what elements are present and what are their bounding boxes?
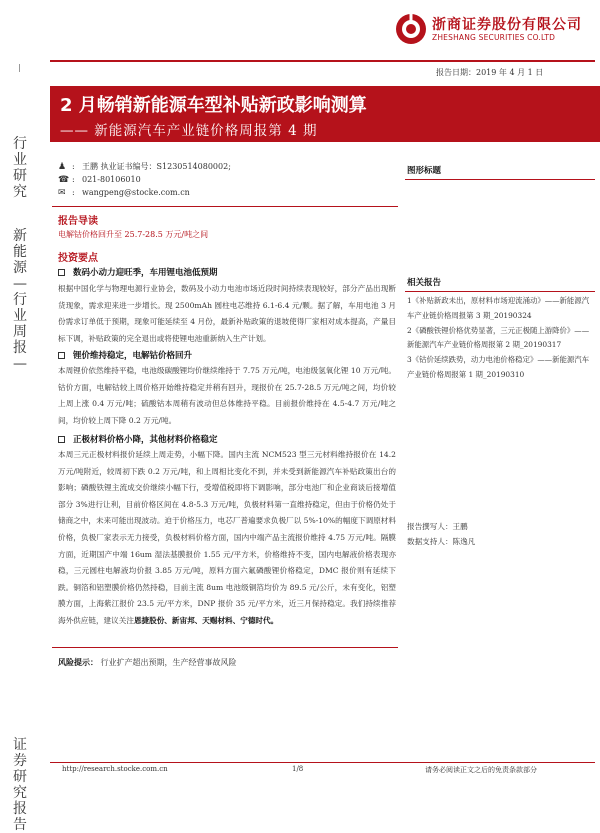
point-1-body: 根据中国化学与物理电源行业协会，数码及小动力电池市场近段时间持续表现较好，部分产品出现断货现象，需求迎来进一步增长。现 2500mAh 圆柱电芯维持 6.1-6.4 元/颗。据了解，车用电池 3 月份需求订单低于预期，现象可能延续至 4 月份，最新补贴政策的退坡使得厂家相对成本提高，产量目标下调，补贴政策的完全退出或将使锂电池重新纳入生产计划。 xyxy=(58,284,396,343)
analyst-info: ♟ : 王鹏 执业证书编号：S1230514080002; ☎ : 021-80106010 ✉ : wangpeng@stocke.com.cn xyxy=(58,161,231,198)
guide-heading: 报告导读 xyxy=(58,216,98,227)
email-icon: ✉ xyxy=(58,187,66,198)
points-heading: 投资要点 xyxy=(58,253,98,264)
page-number: 1/8 xyxy=(292,765,304,773)
risk-divider xyxy=(52,647,398,648)
point-3-body xyxy=(58,447,396,630)
analyst-name: 王鹏 执业证书编号：S1230514080002; xyxy=(82,162,231,171)
related-report-item[interactable]: 3《钴价延续跌势，动力电池价格稳定》——新能源汽车产业链价格周报第 1 期_20190310 xyxy=(407,355,590,379)
figure-title: 图形标题 xyxy=(407,166,442,176)
analyst-divider xyxy=(52,206,398,207)
bullet-square-icon xyxy=(58,269,65,276)
contributors xyxy=(407,519,475,549)
guide-text: 电解钴价格回升至 25.7-28.5 万元/吨之间 xyxy=(58,230,209,239)
point-3-heading xyxy=(58,433,218,445)
related-reports-list xyxy=(407,294,593,383)
point-3-title: 正极材料价格小降，其他材料价格稳定 xyxy=(73,435,218,445)
report-writer: 报告撰写人：王鹏 xyxy=(407,522,468,531)
point-2-heading xyxy=(58,349,192,361)
footer-disclaimer: 请务必阅读正文之后的免责条款部分 xyxy=(425,766,537,774)
risk-text: 行业扩产超出预期，生产经营事故风险 xyxy=(100,658,237,667)
figure-divider xyxy=(405,179,595,180)
bullet-square-icon xyxy=(58,352,65,359)
report-date: 报告日期：2019 年 4 月 1 日 xyxy=(436,68,544,77)
report-tag-label: 证券研究报告 xyxy=(13,737,27,833)
analyst-phone: 021-80106010 xyxy=(82,175,141,184)
report-type-label: 行业研究 xyxy=(13,136,27,200)
related-report-item[interactable]: 1《补贴新政未出，原材料市场迎流涌动》——新能源汽车产业链价格周报第 3 期_20190324 xyxy=(407,296,590,320)
analyst-email[interactable]: wangpeng@stocke.com.cn xyxy=(82,188,190,197)
related-reports-heading: 相关报告 xyxy=(407,278,442,288)
zheshang-securities-logo xyxy=(394,12,428,46)
left-sidebar xyxy=(0,62,40,833)
header-rule xyxy=(50,60,595,62)
point-1-title: 数码小动力迎旺季，车用锂电池低预期 xyxy=(73,268,218,278)
point-1-heading xyxy=(58,266,218,278)
point-2-body: 本周锂价依然维持平稳，电池级碳酸锂均价继续维持于 7.75 万元/吨，电池级氢氧化锂 10 万元/吨。钴价方面，电解钴较上周价格开始维持稳定并稍有回升，现报价在 25.7-28.5 万元/吨之间，均价较上周上涨 0.4 万元/吨；硫酸钴本周稍有波动但总体维持平稳。目前报价维持在 4.5-4.7 万元/吨之间，均价较上周下降 0.2 万元/吨。 xyxy=(58,366,396,425)
report-category-label: 新能源—行业周报— xyxy=(13,228,27,372)
data-supporter: 数据支持人：陈逸凡 xyxy=(407,537,476,546)
footer-rule xyxy=(50,762,595,763)
page-subtitle: —— 新能源汽车产业链价格周报第 4 期 xyxy=(60,123,318,139)
risk-label: 风险提示： xyxy=(58,657,98,667)
company-name-cn: 浙商证券股份有限公司 xyxy=(432,17,582,33)
phone-icon: ☎ xyxy=(58,174,70,185)
related-divider xyxy=(405,291,595,292)
page-title: 2 月畅销新能源车型补贴新政影响测算 xyxy=(60,95,367,116)
point-2-title: 锂价维持稳定，电解钴价格回升 xyxy=(73,351,193,361)
footer-url[interactable]: http://research.stocke.com.cn xyxy=(62,765,168,773)
related-report-item[interactable]: 2《磷酸铁锂价格优势显著，三元正极随上游降价》——新能源汽车产业链价格周报第 2 期_20190317 xyxy=(407,325,590,350)
person-icon: ♟ xyxy=(58,161,67,172)
sidebar-divider xyxy=(19,64,20,72)
company-name-en: ZHESHANG SECURITIES CO.LTD xyxy=(432,33,556,42)
risk-warning xyxy=(58,657,237,668)
bullet-square-icon xyxy=(58,436,65,443)
point-3-text: 本周三元正极材料报价延续上周走势，小幅下降。国内主流 NCM523 型三元材料维持报价在 14.2 万元/吨附近，较周初下跌 0.2 万元/吨，和上周相比变化不到，并未受到新能源汽车补贴政策出台的影响；磷酸铁锂主流成交价继续小幅下行，受增值税即将下调影响，部分电池厂和企业商谈后接增值部分 3%进行让利，目前价格区间在 4.8-5.3 万元/吨，负极材料第一直维持稳定，但由于价格仍处于储商之中，未来可能出现波动。迫于价格压力，电芯厂普遍要求负极厂以 5%-10%的幅度下调原材料价格，负极厂家表示无力接受，负极材料价格方面，国内中端产品主流报价维持 4.75 万元/吨。隔膜方面，近期国产中端 16um 湿法基膜报价 1.55 元/平方米，价格维持不变，国内电解液价格表现亦稳，三元圆柱电解液均价报 3.85 万元/吨，原料方面六氟磷酸锂价格稳定，DMC 报价则有延续下跌。铜箔和铝塑膜价格仍然持稳，目前主流 8um 电池级铜箔均价为 89.5 元/公斤，未有变化，铝塑膜方面，上海紫江报价 23.5 元/平方米，DNP 报价 35 元/平方米，近三月保持稳定。我们持续推荐海外供应链，建议关注 xyxy=(58,450,396,625)
recommended-stocks: 恩捷股份、新宙邦、天赐材料、宁德时代。 xyxy=(133,615,279,625)
